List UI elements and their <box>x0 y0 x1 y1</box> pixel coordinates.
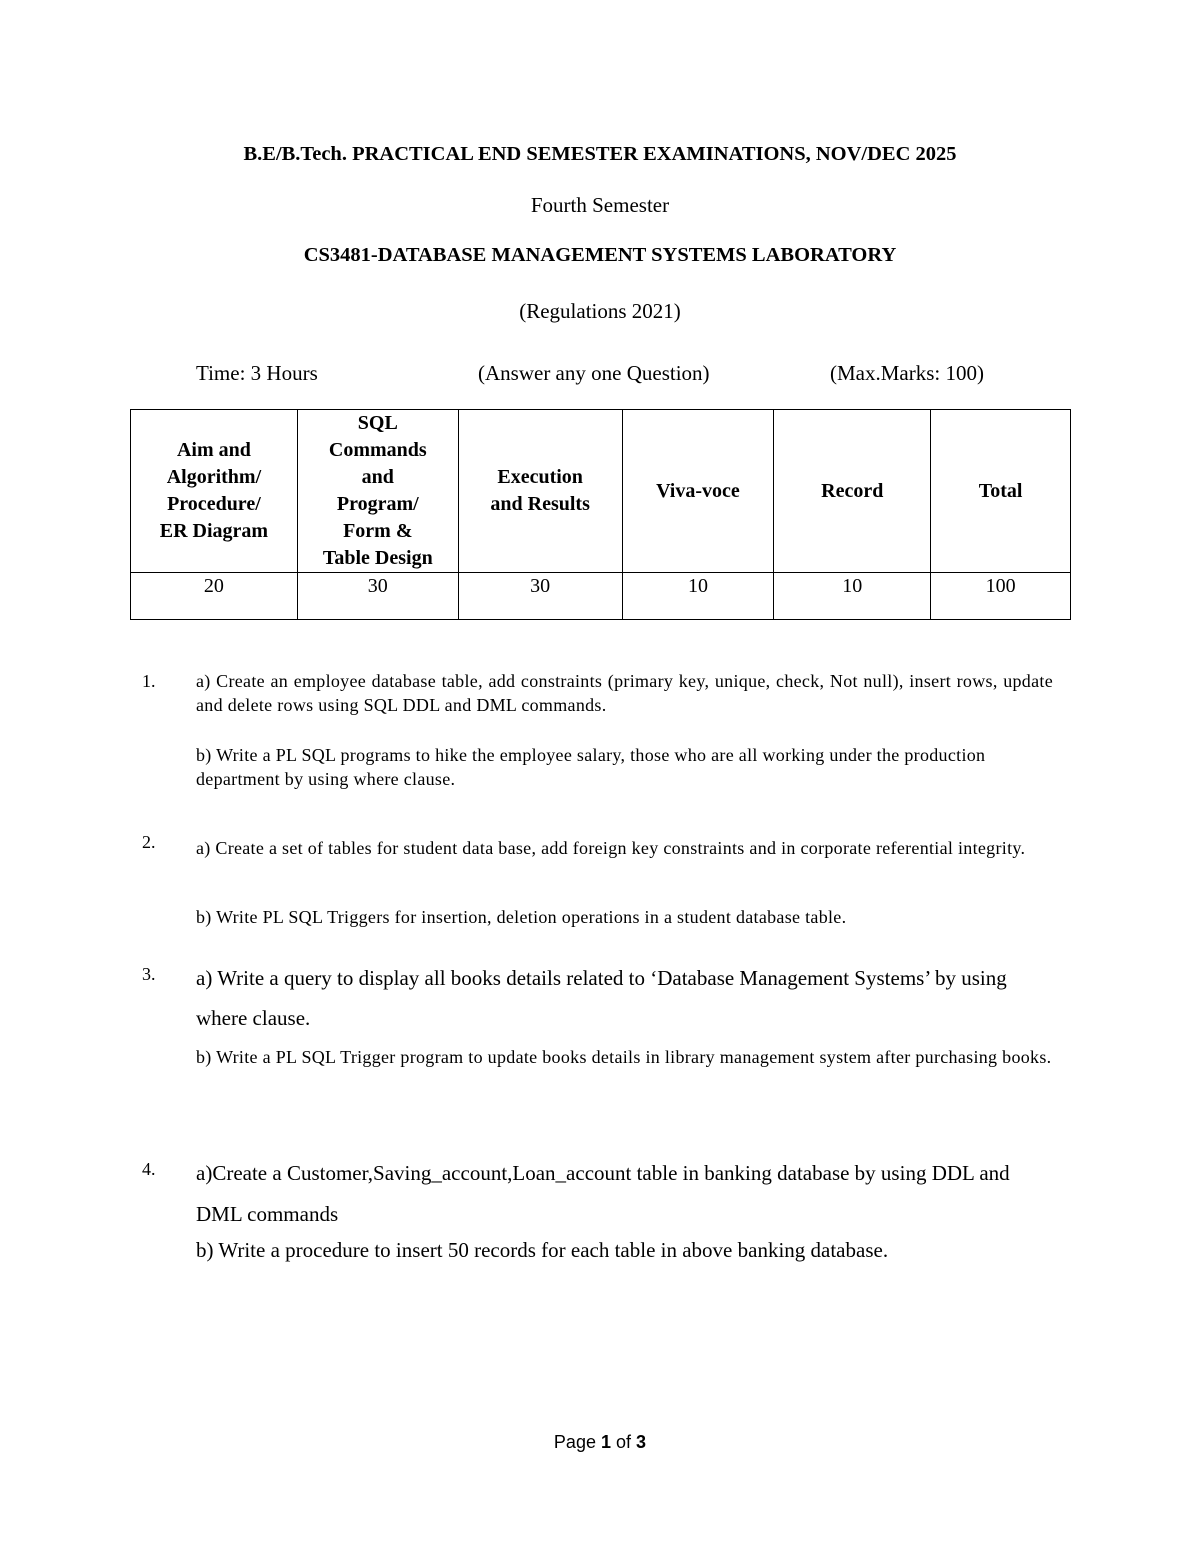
question-part-a: a) Create an employee database table, add constraints (primary key, unique, check, Not null), insert rows, update and delete rows using SQL DDL and DML commands. <box>196 671 1053 715</box>
question-number: 4. <box>142 1159 156 1179</box>
header-cell-record: Record <box>774 410 931 573</box>
page-current: 1 <box>600 1432 611 1452</box>
value-cell: 10 <box>622 573 774 620</box>
page-label: Page <box>553 1432 596 1452</box>
header-cell-sql: SQL Commands and Program/ Form & Table Design <box>297 410 458 573</box>
page-total: 3 <box>636 1432 647 1452</box>
value-cell: 30 <box>297 573 458 620</box>
question-part-a: a) Write a query to display all books details related to ‘Database Management Systems’ by using where clause. <box>196 966 1007 1030</box>
header-cell-execution: Execution and Results <box>458 410 622 573</box>
header-cell-viva: Viva-voce <box>622 410 774 573</box>
header-cell-aim: Aim and Algorithm/ Procedure/ ER Diagram <box>131 410 298 573</box>
marks-distribution-table <box>130 409 1071 620</box>
value-cell: 100 <box>931 573 1071 620</box>
question-number: 1. <box>142 671 156 691</box>
table-values-row <box>131 573 1071 620</box>
header-cell-total: Total <box>931 410 1071 573</box>
regulations-label: (Regulations 2021) <box>519 299 681 323</box>
value-cell: 10 <box>774 573 931 620</box>
question-part-a: a)Create a Customer,Saving_account,Loan_account table in banking database by using DDL and DML commands <box>196 1161 1010 1226</box>
max-marks: (Max.Marks: 100) <box>830 361 984 385</box>
value-cell: 30 <box>458 573 622 620</box>
of-label: of <box>616 1432 632 1452</box>
question-number: 2. <box>142 832 156 852</box>
page-footer <box>0 1432 1200 1453</box>
course-title: CS3481-DATABASE MANAGEMENT SYSTEMS LABORATORY <box>303 244 897 266</box>
question-part-b: b) Write a PL SQL programs to hike the employee salary, those who are all working under the production department by using where clause. <box>196 745 986 789</box>
question-number: 3. <box>142 964 156 984</box>
answer-instruction: (Answer any one Question) <box>478 361 710 385</box>
exam-title: B.E/B.Tech. PRACTICAL END SEMESTER EXAMINATIONS, NOV/DEC 2025 <box>243 143 957 165</box>
table-header-row <box>131 410 1071 573</box>
semester-label: Fourth Semester <box>530 193 670 217</box>
question-part-b: b) Write a PL SQL Trigger program to update books details in library management system after purchasing books. <box>196 1047 1052 1067</box>
value-cell: 20 <box>131 573 298 620</box>
exam-duration: Time: 3 Hours <box>196 361 318 385</box>
question-part-b: b) Write PL SQL Triggers for insertion, deletion operations in a student database table. <box>196 907 847 927</box>
question-part-b: b) Write a procedure to insert 50 records for each table in above banking database. <box>196 1238 889 1262</box>
question-part-a: a) Create a set of tables for student data base, add foreign key constraints and in corporate referential integrity. <box>196 838 1026 858</box>
